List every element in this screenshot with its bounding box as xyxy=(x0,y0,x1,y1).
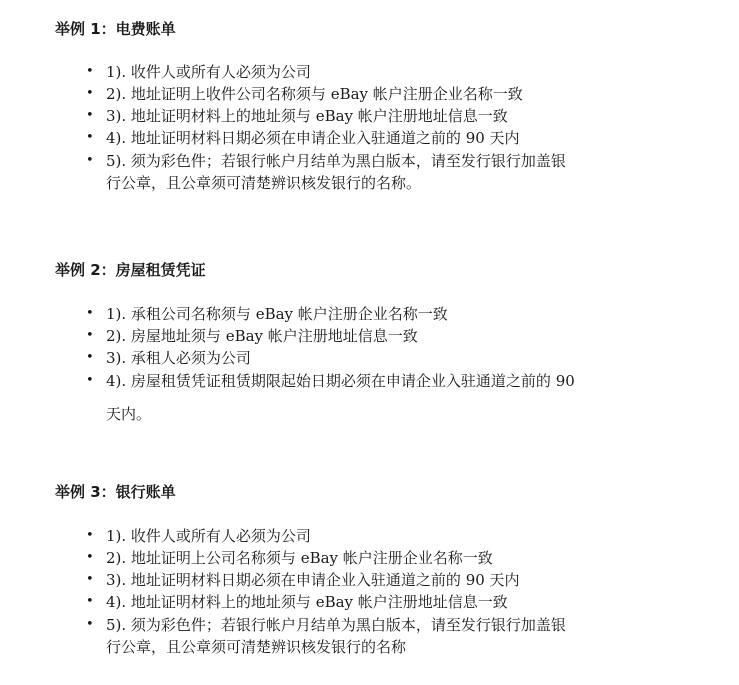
list-item-text: 5). 须为彩色件；若银行帐户月结单为黑白版本，请至发行银行加盖银 xyxy=(106,152,566,170)
list-item-text: 4). 地址证明材料日期必须在申请企业入驻通道之前的 90 天内 xyxy=(106,129,520,147)
list-item-text: 1). 收件人或所有人必须为公司 xyxy=(106,63,311,81)
section-heading: 举例 1：电费账单 xyxy=(55,20,176,38)
bullet-icon: • xyxy=(86,528,94,543)
bullet-icon: • xyxy=(86,373,94,388)
bullet-icon: • xyxy=(86,617,94,632)
bullet-icon: • xyxy=(86,550,94,565)
bullet-icon: • xyxy=(86,572,94,587)
list-item-continuation: 行公章，且公章须可清楚辨识核发银行的名称 xyxy=(106,638,407,656)
list-item-text: 4). 房屋租赁凭证租赁期限起始日期必须在申请企业入驻通道之前的 90 xyxy=(106,372,575,390)
list-item-text: 3). 地址证明材料上的地址须与 eBay 帐户注册地址信息一致 xyxy=(106,107,508,125)
list-item-text: 2). 地址证明上公司名称须与 eBay 帐户注册企业名称一致 xyxy=(106,549,493,567)
list-item-text: 1). 承租公司名称须与 eBay 帐户注册企业名称一致 xyxy=(106,305,448,323)
bullet-icon: • xyxy=(86,350,94,365)
bullet-icon: • xyxy=(86,153,94,168)
list-item-text: 3). 承租人必须为公司 xyxy=(106,349,251,367)
list-item-text: 2). 房屋地址须与 eBay 帐户注册地址信息一致 xyxy=(106,327,418,345)
bullet-icon: • xyxy=(86,108,94,123)
list-item-text: 3). 地址证明材料日期必须在申请企业入驻通道之前的 90 天内 xyxy=(106,571,520,589)
list-item-text: 5). 须为彩色件；若银行帐户月结单为黑白版本，请至发行银行加盖银 xyxy=(106,616,566,634)
section-heading: 举例 2：房屋租赁凭证 xyxy=(55,261,206,279)
bullet-icon: • xyxy=(86,306,94,321)
list-item-text: 1). 收件人或所有人必须为公司 xyxy=(106,527,311,545)
section-heading: 举例 3：银行账单 xyxy=(55,483,176,501)
list-item-continuation: 天内。 xyxy=(106,405,152,423)
bullet-icon: • xyxy=(86,328,94,343)
bullet-icon: • xyxy=(86,130,94,145)
list-item-continuation: 行公章，且公章须可清楚辨识核发银行的名称。 xyxy=(106,174,422,192)
bullet-icon: • xyxy=(86,86,94,101)
list-item-text: 2). 地址证明上收件公司名称须与 eBay 帐户注册企业名称一致 xyxy=(106,85,523,103)
bullet-icon: • xyxy=(86,594,94,609)
bullet-icon: • xyxy=(86,64,94,79)
list-item-text: 4). 地址证明材料上的地址须与 eBay 帐户注册地址信息一致 xyxy=(106,593,508,611)
